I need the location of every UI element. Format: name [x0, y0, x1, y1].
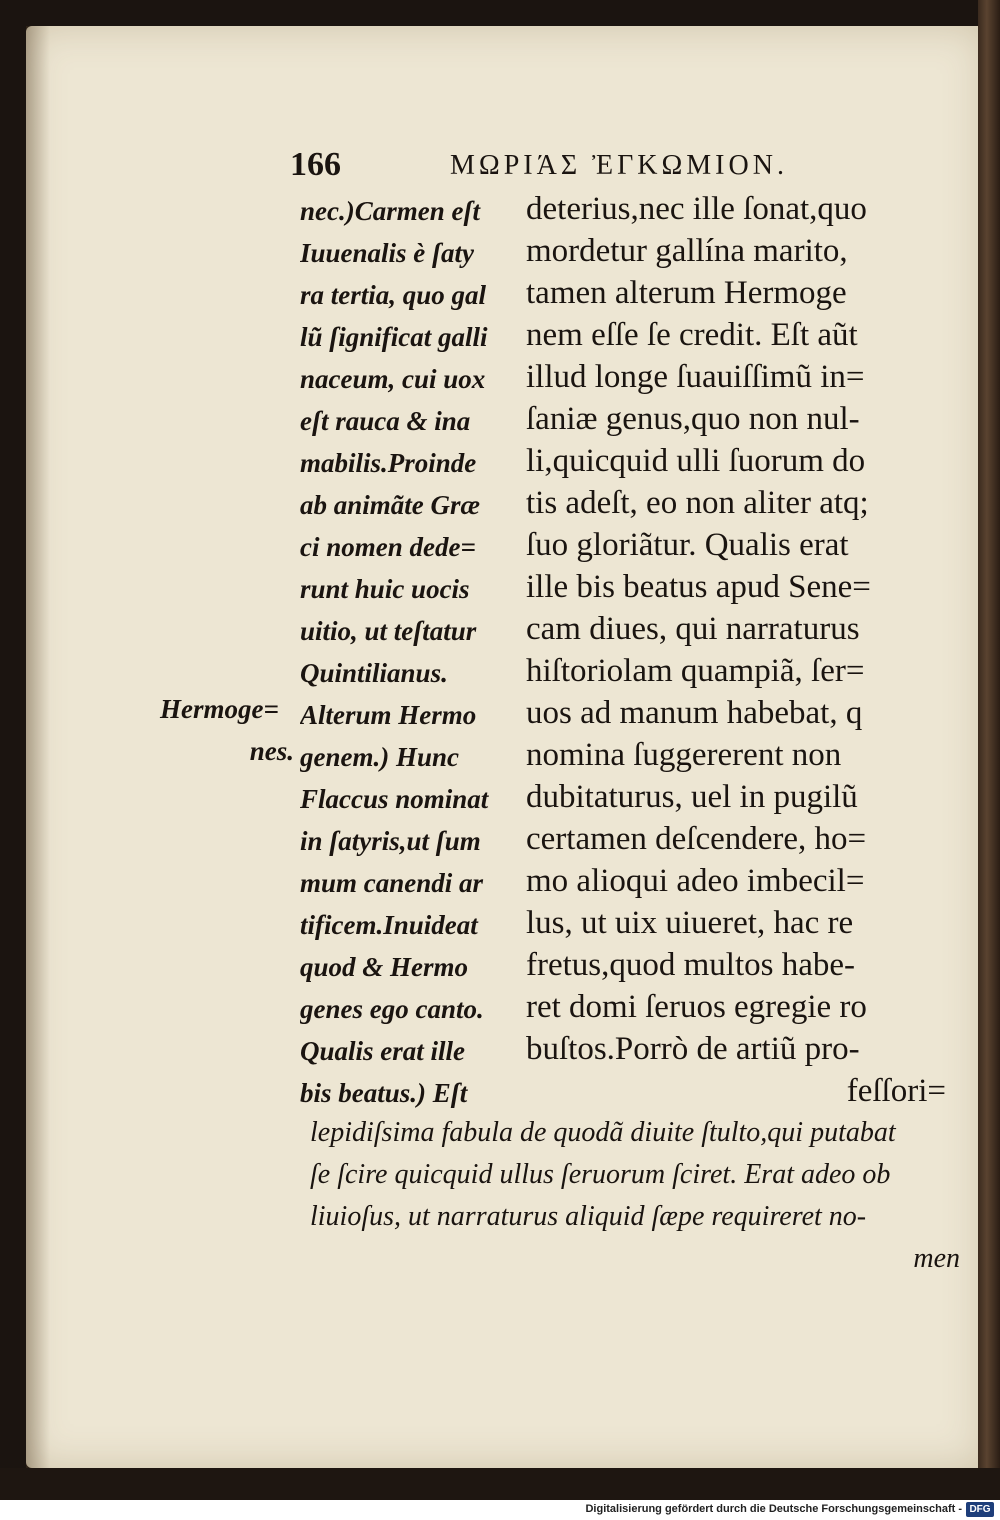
text-line: cam diues, qui narraturus	[526, 611, 860, 647]
text-line: ſuo gloriãtur. Qualis erat	[526, 527, 849, 563]
text-line: li,quicquid ulli ſuorum do	[526, 443, 866, 479]
main-text-column	[526, 188, 946, 1112]
bottom-note-line: men	[913, 1243, 960, 1274]
note-line: genem.) Hunc	[300, 742, 459, 772]
note-line: Flaccus nominat	[300, 784, 489, 814]
margin-note-line-1: Hermoge=	[160, 694, 279, 724]
text-line: tis adeſt, eo non aliter atq;	[526, 485, 869, 521]
note-line: quod & Hermo	[300, 952, 469, 982]
text-line: feſſori=	[846, 1073, 946, 1109]
dfg-logo: DFG	[966, 1502, 994, 1517]
text-line: nomina ſuggererent non	[526, 737, 842, 773]
note-line: Qualis erat ille	[300, 1036, 466, 1066]
text-line: certamen deſcendere, ho=	[526, 821, 867, 857]
note-line: mabilis.Proinde	[300, 448, 477, 478]
note-line: genes ego canto.	[300, 994, 484, 1024]
text-line: nem eſſe ſe credit. Eſt aũt	[526, 317, 858, 353]
text-line: deterius,nec ille ſonat,quo	[526, 191, 867, 227]
bottom-note-line: liuioſus, ut narraturus aliquid ſæpe requireret no-	[310, 1201, 867, 1232]
notes-column	[300, 190, 520, 1114]
note-line: nec.)Carmen eſt	[300, 196, 480, 226]
text-line: lus, ut uix uiueret, hac re	[526, 905, 854, 941]
note-line: bis beatus.) Eſt	[300, 1078, 468, 1108]
text-line: dubitaturus, uel in pugilũ	[526, 779, 858, 815]
text-line: uos ad manum habebat, q	[526, 695, 863, 731]
note-line: mum canendi ar	[300, 868, 484, 898]
running-title: ΜΩΡΙΆΣ ἘΓΚΩΜΙΟΝ.	[450, 150, 788, 181]
note-line: eſt rauca & ina	[300, 406, 471, 436]
bottom-note-line: lepidiſsima fabula de quodã diuite ſtulto,qui putabat	[310, 1117, 896, 1148]
text-line: ſaniæ genus,quo non nul-	[526, 401, 860, 437]
note-line: lũ ſignificat galli	[300, 322, 488, 352]
page-edge	[978, 0, 1000, 1500]
text-line: ret domi ſeruos egregie ro	[526, 989, 867, 1025]
note-line: tificem.Inuideat	[300, 910, 478, 940]
footer-bar	[0, 1500, 1000, 1520]
note-line: uitio, ut teſtatur	[300, 616, 477, 646]
bottom-note	[310, 1112, 960, 1280]
note-line: Alterum Hermo	[300, 700, 477, 730]
scan-background	[0, 1468, 1000, 1500]
note-line: naceum, cui uox	[300, 364, 486, 394]
text-line: ille bis beatus apud Sene=	[526, 569, 871, 605]
text-line: fretus,quod multos habe-	[526, 947, 856, 983]
page-number: 166	[290, 146, 341, 183]
gutter-shadow	[26, 26, 50, 1468]
bottom-note-line: ſe ſcire quicquid ullus ſeruorum ſciret. Erat adeo ob	[310, 1159, 891, 1190]
text-line: tamen alterum Hermoge	[526, 275, 847, 311]
text-line: hiſtoriolam quampiã, ſer=	[526, 653, 865, 689]
note-line: ci nomen dede=	[300, 532, 476, 562]
note-line: ab animãte Græ	[300, 490, 481, 520]
note-line: Quintilianus.	[300, 658, 448, 688]
text-line: illud longe ſuauiſſimũ in=	[526, 359, 865, 395]
text-line: mo alioqui adeo imbecil=	[526, 863, 865, 899]
text-line: mordetur gallína marito,	[526, 233, 848, 269]
note-line: in ſatyris,ut ſum	[300, 826, 481, 856]
note-line: runt huic uocis	[300, 574, 470, 604]
text-line: buſtos.Porrò de artiũ pro-	[526, 1031, 860, 1067]
note-line: Iuuenalis è ſaty	[300, 238, 475, 268]
margin-note-line-2: nes.	[249, 736, 294, 766]
funding-credit: Digitalisierung gefördert durch die Deutsche Forschungsgemeinschaft -	[585, 1503, 962, 1515]
note-line: ra tertia, quo gal	[300, 280, 487, 310]
